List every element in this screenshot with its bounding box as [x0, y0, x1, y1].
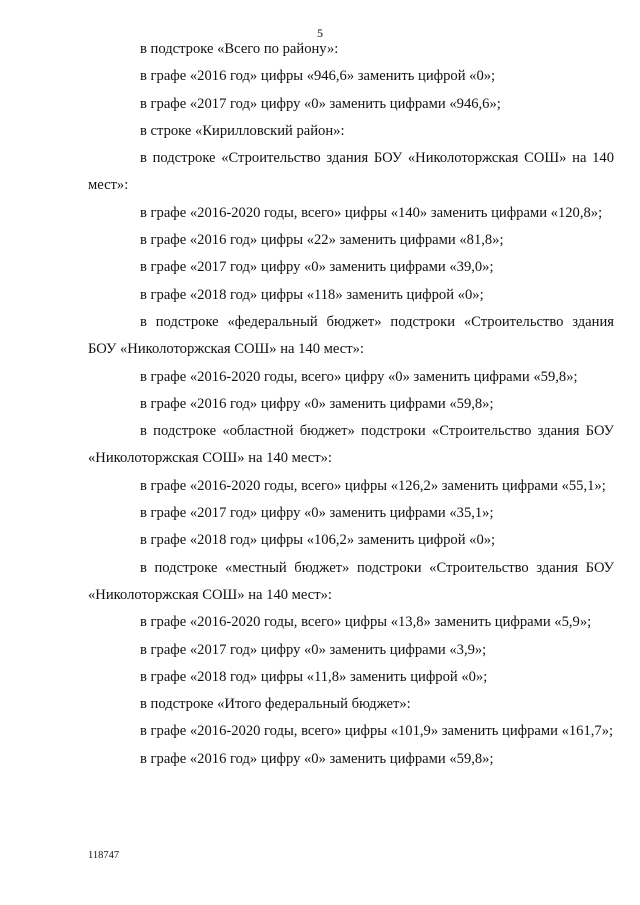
paragraph: в подстроке «местный бюджет» подстроки «Строительство здания БОУ «Николоторжская СОШ» на 140 мест»:	[88, 559, 614, 603]
paragraph: в подстроке «Всего по району»:	[140, 41, 339, 57]
paragraph: в подстроке «федеральный бюджет» подстроки «Строительство здания БОУ «Николоторжская СОШ» на 140 мест»:	[88, 313, 614, 358]
paragraph: в графе «2016-2020 годы, всего» цифры «126,2» заменить цифрами «55,1»;	[140, 477, 606, 494]
paragraph: в графе «2017 год» цифру «0» заменить цифрами «39,0»;	[140, 259, 494, 276]
paragraph: в графе «2018 год» цифры «106,2» заменить цифрой «0»;	[140, 532, 496, 549]
paragraph: в строке «Кирилловский район»:	[140, 122, 345, 139]
paragraph: в графе «2016 год» цифры «946,6» заменить цифрой «0»;	[140, 68, 496, 85]
paragraph: в графе «2017 год» цифру «0» заменить цифрами «946,6»;	[140, 95, 501, 112]
page-number: 5	[317, 26, 323, 40]
paragraph: в подстроке «областной бюджет» подстроки «Строительство здания БОУ «Николоторжская СОШ» на 140 мест»:	[88, 423, 614, 467]
paragraph: в графе «2016-2020 годы, всего» цифры «101,9» заменить цифрами «161,7»;	[140, 723, 614, 740]
paragraph: в подстроке «Строительство здания БОУ «Николоторжская СОШ» на 140 мест»:	[88, 150, 614, 194]
paragraph: в графе «2017 год» цифру «0» заменить цифрами «3,9»;	[140, 641, 487, 658]
paragraph: в графе «2016 год» цифры «22» заменить цифрами «81,8»;	[140, 232, 504, 249]
document-body	[88, 36, 614, 773]
paragraph: в графе «2016-2020 годы, всего» цифру «0» заменить цифрами «59,8»;	[140, 368, 578, 385]
paragraph: в графе «2016-2020 годы, всего» цифры «13,8» заменить цифрами «5,9»;	[140, 614, 592, 631]
paragraph: в графе «2017 год» цифру «0» заменить цифрами «35,1»;	[140, 505, 494, 522]
paragraph: в графе «2016 год» цифру «0» заменить цифрами «59,8»;	[140, 395, 494, 412]
paragraph: в графе «2016 год» цифру «0» заменить цифрами «59,8»;	[140, 750, 494, 767]
paragraph: в подстроке «Итого федеральный бюджет»:	[140, 696, 411, 713]
paragraph: в графе «2018 год» цифры «11,8» заменить цифрой «0»;	[140, 668, 488, 685]
paragraph: в графе «2016-2020 годы, всего» цифры «140» заменить цифрами «120,8»;	[140, 204, 603, 221]
footer-code: 118747	[88, 850, 120, 861]
paragraph: в графе «2018 год» цифры «118» заменить цифрой «0»;	[140, 286, 484, 303]
